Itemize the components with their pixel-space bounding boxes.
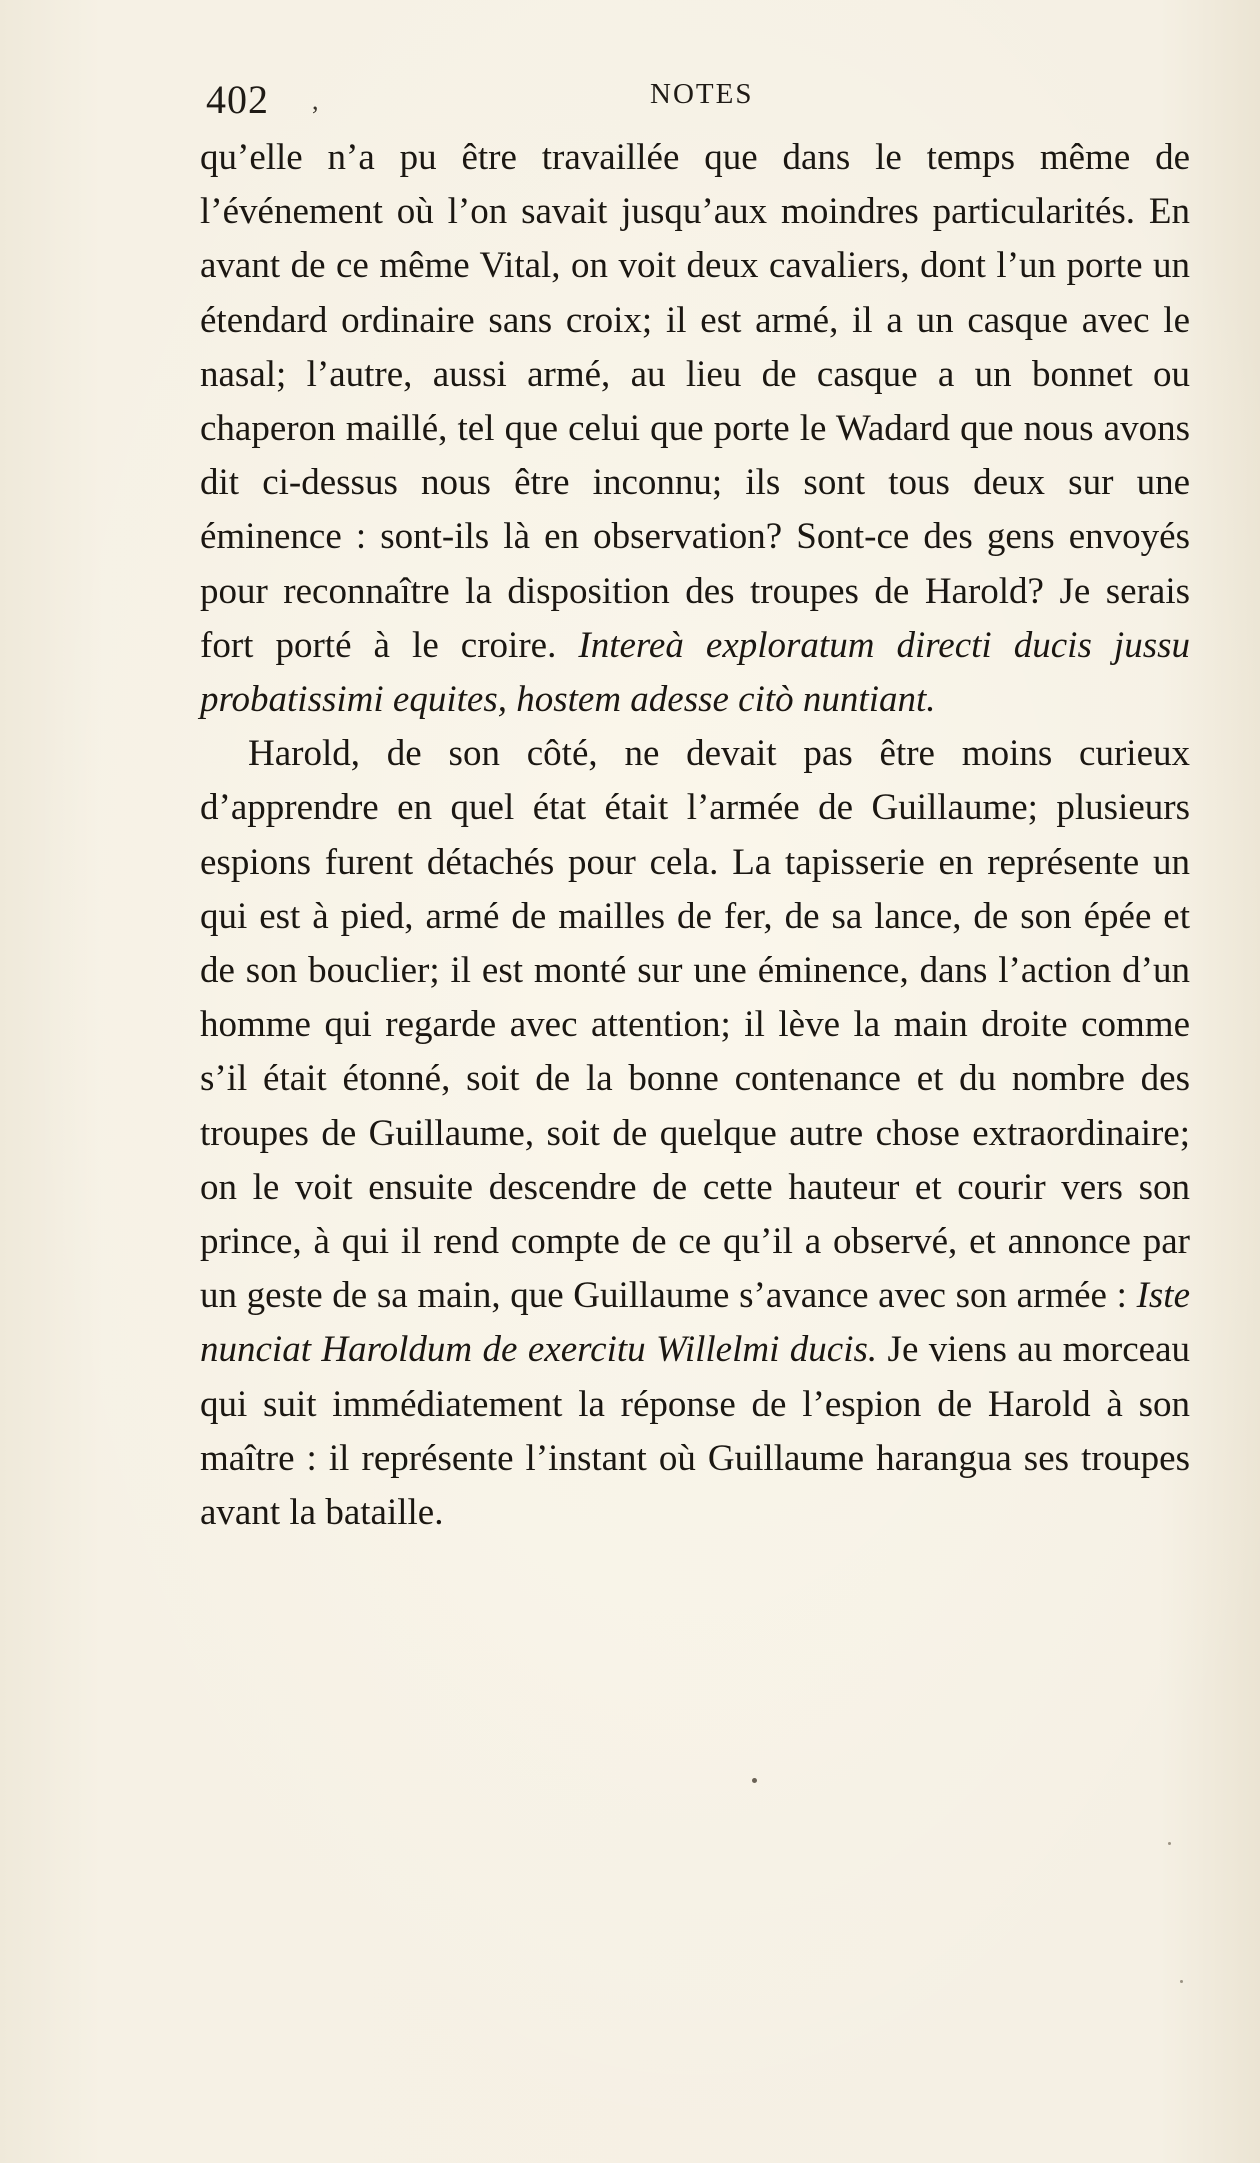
body-text: [200, 131, 1190, 1540]
stray-dot: [752, 1778, 757, 1783]
paragraph-2: [200, 727, 1190, 1540]
running-head: NOTES: [650, 78, 754, 110]
paper-speck: [1168, 1842, 1171, 1845]
paragraph-2-text-continued: Je viens au morceau qui suit immédiatement la réponse de l’espion de Harold à son maître : il représente l’instant où Guillaume harangua ses troupes avant la bataille.: [200, 1329, 1190, 1534]
latin-quote-2: Iste nunciat Haroldum de exercitu Willelmi ducis.: [200, 1275, 1190, 1371]
paragraph-2-text: Harold, de son côté, ne devait pas être moins curieux d’apprendre en quel état était l’armée de Guillaume; plusieurs espions furent détachés pour cela. La tapisserie en représente un qui est à pied, armé de mailles de fer, de sa lance, de son épée et de son bouclier; il est monté sur une éminence, dans l’action d’un homme qui regarde avec attention; il lève la main droite comme s’il était étonné, soit de la bonne contenance et du nombre des troupes de Guillaume, soit de quelque autre chose extraordinaire; on le voit ensuite descendre de cette hauteur et courir vers son prince, à qui il rend compte de ce qu’il a observé, et annonce par un geste de sa main, que Guillaume s’avance avec son armée :: [200, 733, 1190, 1317]
paragraph-1-text: qu’elle n’a pu être travaillée que dans le temps même de l’événement où l’on savait jusqu’aux moindres particularités. En avant de ce même Vital, on voit deux cavaliers, dont l’un porte un étendard ordinaire sans croix; il est armé, il a un casque avec le nasal; l’autre, aussi armé, au lieu de casque a un bonnet ou chaperon maillé, tel que celui que porte le Wadard que nous avons dit ci-dessus nous être inconnu; ils sont tous deux sur une éminence : sont-ils là en observation? Sont-ce des gens envoyés pour reconnaître la disposition des troupes de Harold? Je serais fort porté à le croire.: [200, 137, 1190, 666]
page-number: 402: [206, 77, 269, 122]
paragraph-1: [200, 131, 1190, 727]
page-mark: ,: [312, 86, 319, 115]
page-header: [200, 70, 1190, 130]
paper-speck: [1180, 1980, 1183, 1983]
latin-quote-1: Intereà exploratum directi ducis jussu probatissimi equites, hostem adesse citò nuntiant.: [200, 624, 1190, 721]
